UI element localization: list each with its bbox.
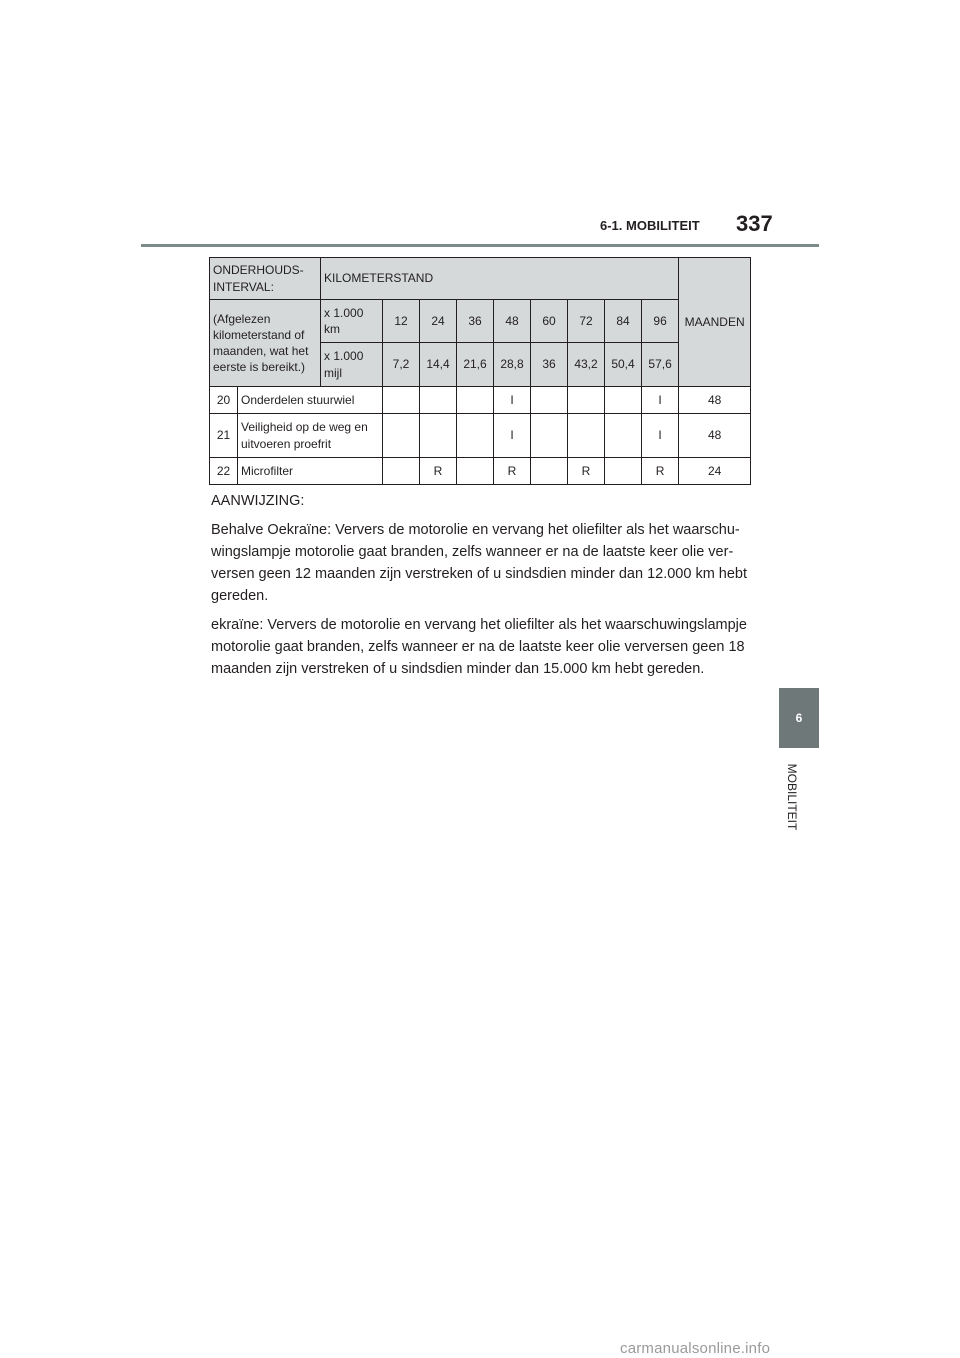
interval-label: ONDERHOUDS- INTERVAL: xyxy=(210,258,321,300)
row-cell xyxy=(531,387,568,414)
chapter-tab[interactable] xyxy=(779,688,819,748)
row-months: 24 xyxy=(679,458,751,485)
table-row xyxy=(210,458,751,485)
mile-value: 36 xyxy=(531,343,568,387)
row-item: Veiligheid op de weg en uitvoeren proefrit xyxy=(238,414,383,458)
row-item: Microfilter xyxy=(238,458,383,485)
row-cell: R xyxy=(420,458,457,485)
mile-value: 50,4 xyxy=(605,343,642,387)
km-value: 96 xyxy=(642,300,679,343)
km-value: 60 xyxy=(531,300,568,343)
row-cell: I xyxy=(494,414,531,458)
note-block xyxy=(211,490,751,687)
note-title: AANWIJZING: xyxy=(211,493,305,509)
row-number: 22 xyxy=(210,458,238,485)
row-cell: R xyxy=(568,458,605,485)
row-months: 48 xyxy=(679,387,751,414)
mile-value: 14,4 xyxy=(420,343,457,387)
unit-miles: x 1.000 mijl xyxy=(321,343,383,387)
km-value: 12 xyxy=(383,300,420,343)
km-value: 36 xyxy=(457,300,494,343)
chapter-label: MOBILITEIT xyxy=(785,763,799,831)
km-value: 24 xyxy=(420,300,457,343)
unit-km: x 1.000 km xyxy=(321,300,383,343)
row-cell xyxy=(420,414,457,458)
row-cell xyxy=(531,414,568,458)
watermark[interactable]: carmanualsonline.info xyxy=(620,1340,771,1357)
mile-value: 21,6 xyxy=(457,343,494,387)
row-cell: I xyxy=(642,414,679,458)
row-number: 21 xyxy=(210,414,238,458)
table-row xyxy=(210,414,751,458)
row-cell: R xyxy=(494,458,531,485)
header-divider xyxy=(141,244,819,247)
row-cell xyxy=(568,414,605,458)
mile-value: 7,2 xyxy=(383,343,420,387)
row-cell xyxy=(457,387,494,414)
section-title: 6-1. MOBILITEIT xyxy=(600,218,700,233)
maintenance-table xyxy=(209,257,751,485)
row-cell: R xyxy=(642,458,679,485)
row-cell xyxy=(457,414,494,458)
months-label: MAANDEN xyxy=(679,258,751,387)
row-item: Onderdelen stuurwiel xyxy=(238,387,383,414)
row-cell xyxy=(568,387,605,414)
row-number: 20 xyxy=(210,387,238,414)
row-cell: I xyxy=(494,387,531,414)
mile-value: 28,8 xyxy=(494,343,531,387)
km-value: 48 xyxy=(494,300,531,343)
row-cell: I xyxy=(642,387,679,414)
km-value: 72 xyxy=(568,300,605,343)
mile-value: 57,6 xyxy=(642,343,679,387)
km-value: 84 xyxy=(605,300,642,343)
table-row xyxy=(210,387,751,414)
row-cell xyxy=(420,387,457,414)
mile-value: 43,2 xyxy=(568,343,605,387)
chapter-number: 6 xyxy=(795,711,803,725)
row-months: 48 xyxy=(679,414,751,458)
page-number: 337 xyxy=(736,211,773,236)
note-paragraph-1: Behalve Oekraïne: Ververs de motorolie en vervang het oliefilter als het waarschu-wingslampje motorolie gaat branden, zelfs wanneer er na de laatste keer olie ver-versen geen 12 maanden zijn verstreken of u sindsdien minder dan 12.000 km hebt gereden. xyxy=(211,522,748,604)
reading-note: (Afgelezen kilometerstand of maanden, wat het eerste is bereikt.) xyxy=(210,300,321,387)
note-paragraph-2: ekraïne: Ververs de motorolie en vervang het oliefilter als het waarschuwingslampje motorolie gaat branden, zelfs wanneer er na de laatste keer olie verversen geen 18 maanden zijn verstreken of u sindsdien minder dan 15.000 km hebt gereden. xyxy=(211,617,747,677)
km-stand-label: KILOMETERSTAND xyxy=(321,258,679,300)
